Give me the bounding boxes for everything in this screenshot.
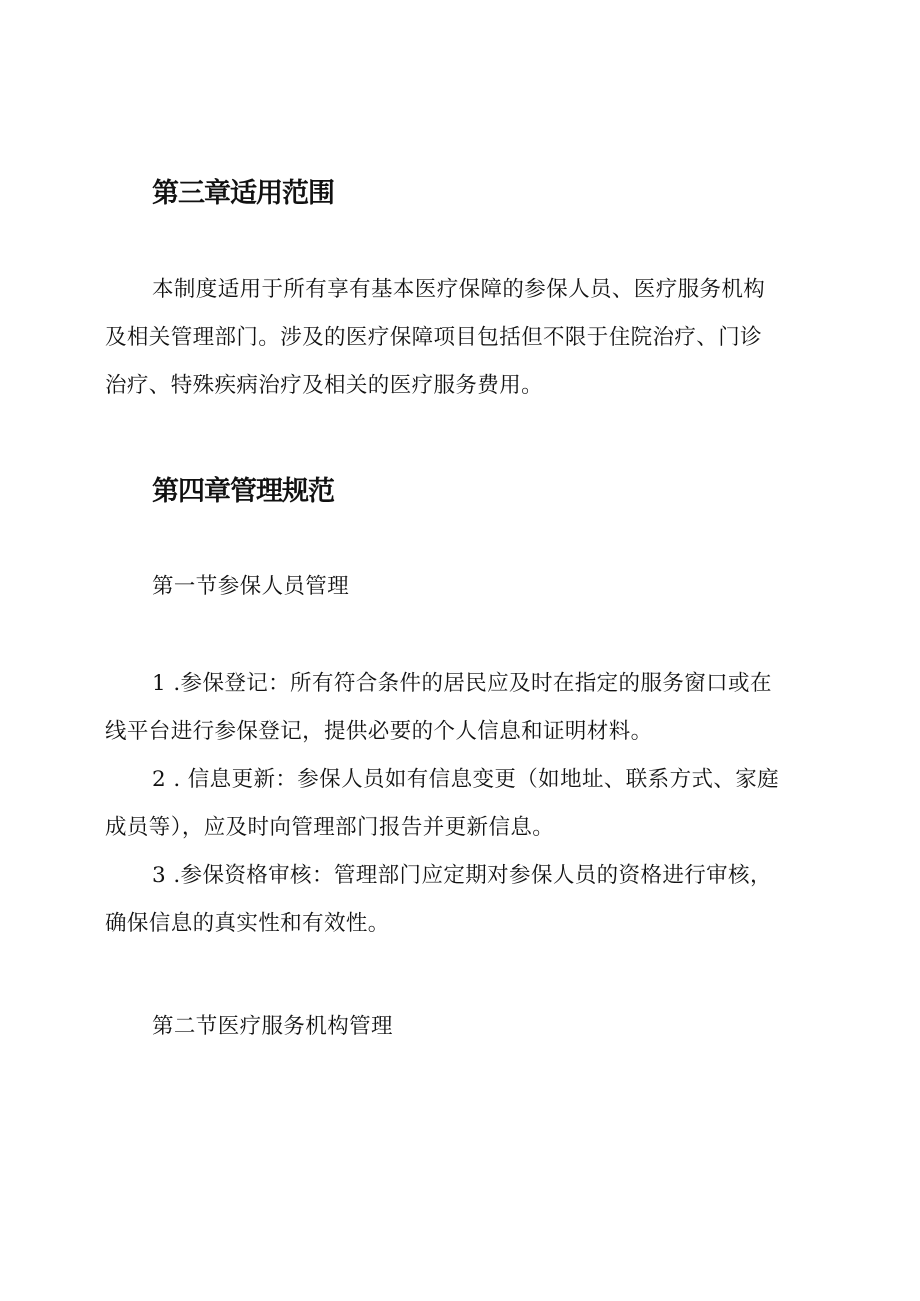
list-item-line: 1 .参保登记：所有符合条件的居民应及时在指定的服务窗口或在: [152, 671, 772, 696]
chapter-3-paragraph: [105, 266, 820, 410]
paragraph-line: 及相关管理部门。涉及的医疗保障项目包括但不限于住院治疗、门诊: [105, 325, 763, 350]
chapter-4-heading: 第四章管理规范: [152, 476, 334, 507]
section-2-title: 第二节医疗服务机构管理: [152, 1014, 393, 1039]
list-item-line: 3 .参保资格审核：管理部门应定期对参保人员的资格进行审核，: [152, 863, 772, 888]
paragraph-line: 治疗、特殊疾病治疗及相关的医疗服务费用。: [105, 373, 544, 398]
chapter-3-heading: 第三章适用范围: [152, 178, 334, 209]
list-item-line: 成员等），应及时向管理部门报告并更新信息。: [105, 815, 555, 840]
section-1-title: 第一节参保人员管理: [152, 574, 350, 599]
list-item-2: [105, 756, 820, 852]
paragraph-line: 本制度适用于所有享有基本医疗保障的参保人员、医疗服务机构: [152, 277, 766, 302]
list-item-1: [105, 660, 820, 756]
list-item-line: 确保信息的真实性和有效性。: [105, 911, 390, 936]
list-item-line: 2 . 信息更新：参保人员如有信息变更（如地址、联系方式、家庭: [152, 767, 780, 792]
list-item-3: [105, 852, 820, 948]
list-item-line: 线平台进行参保登记，提供必要的个人信息和证明材料。: [105, 719, 653, 744]
